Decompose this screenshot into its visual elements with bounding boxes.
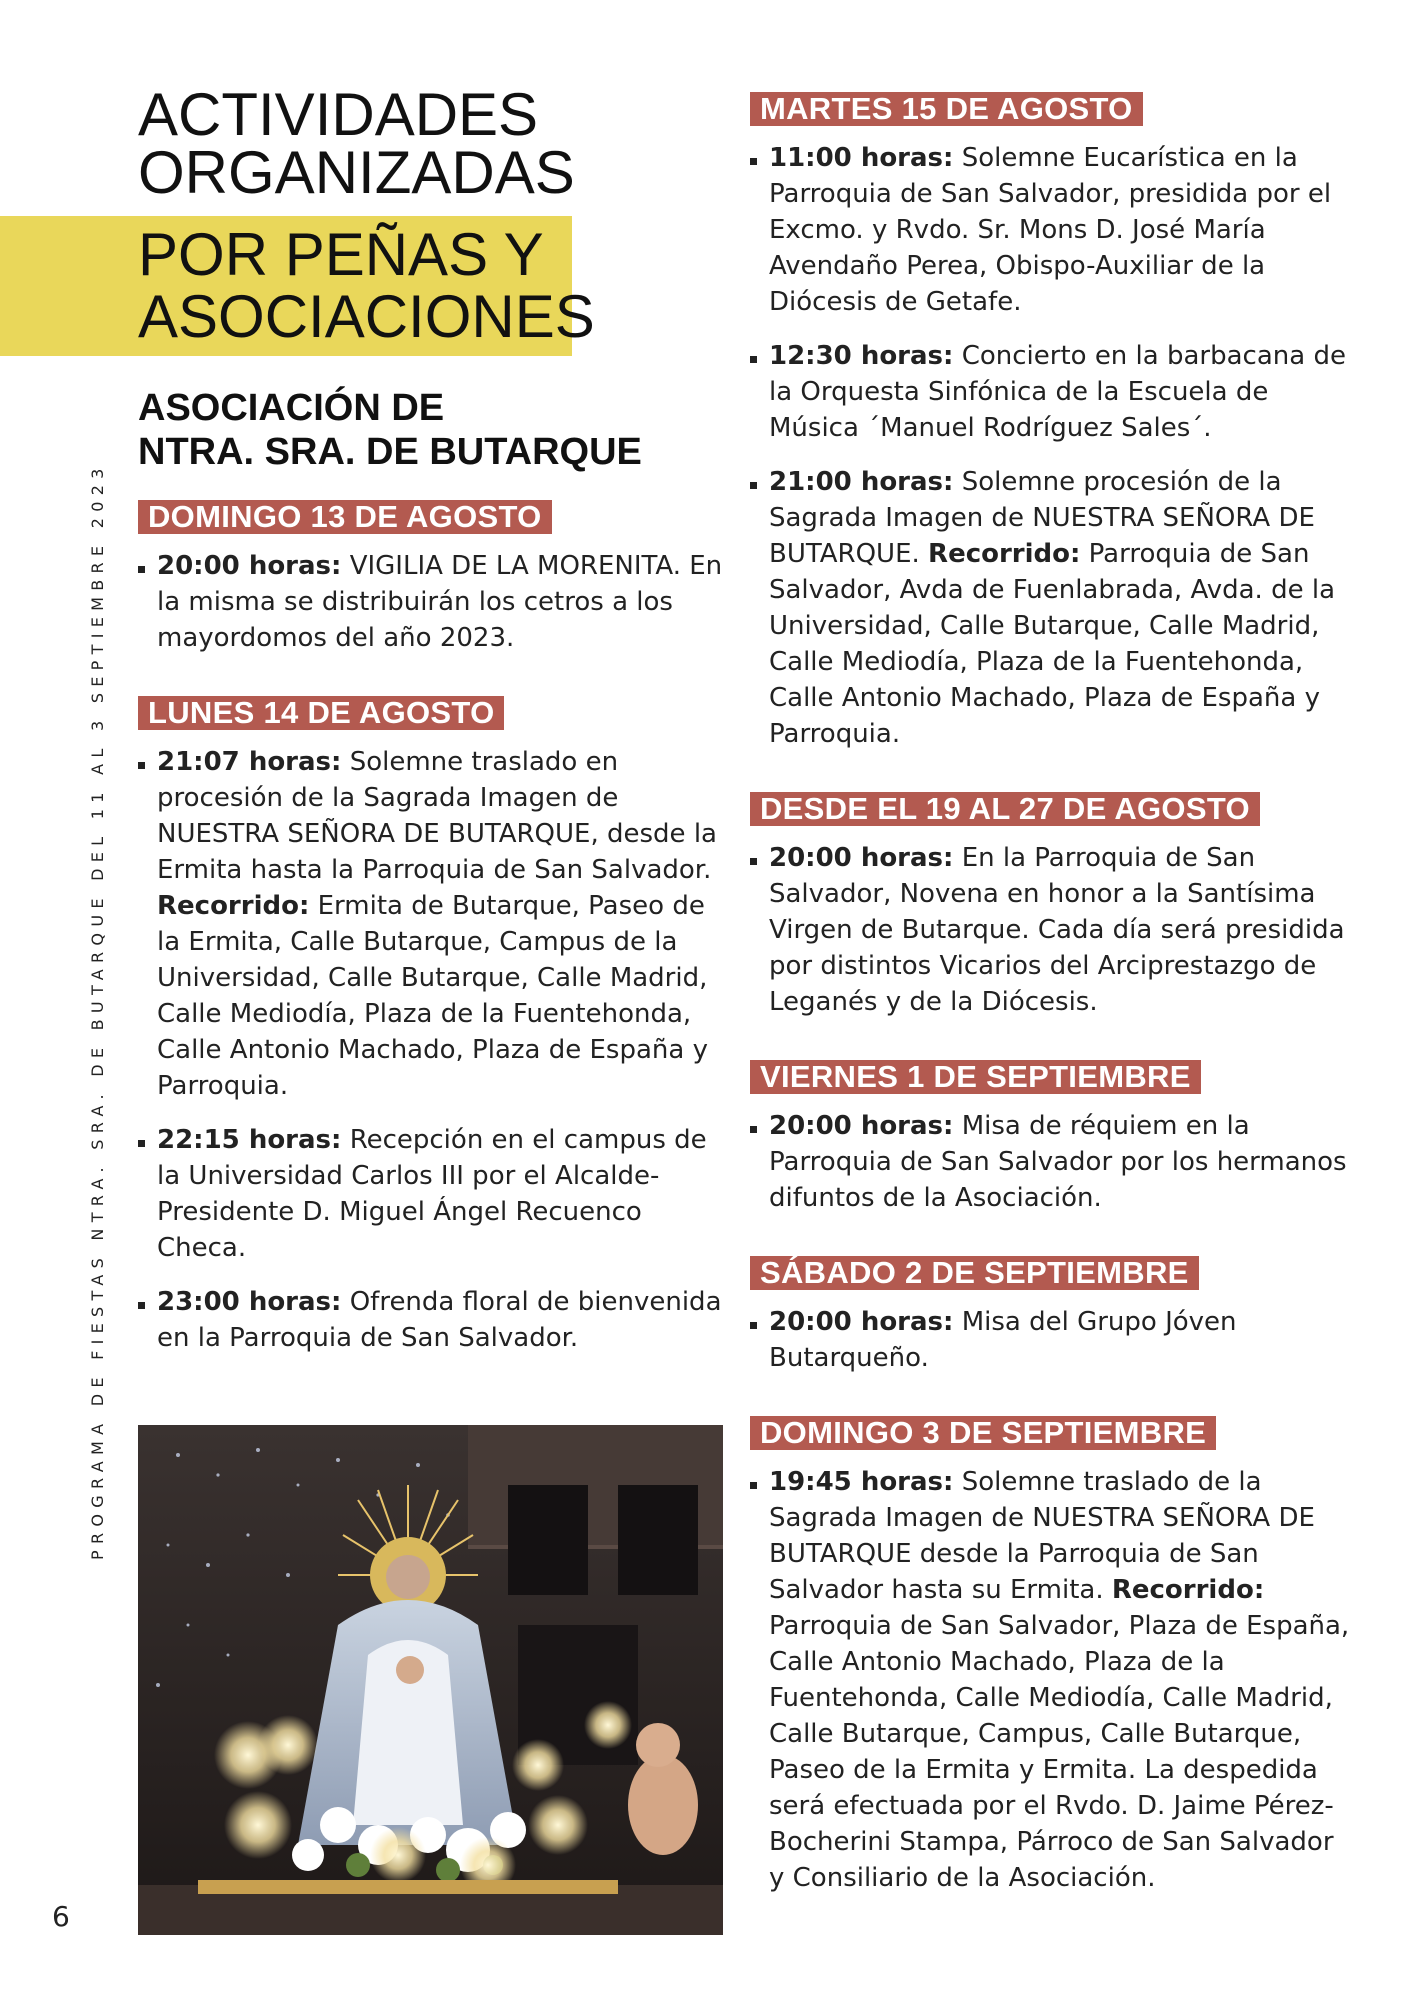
item-route-label: Recorrido: <box>1111 1575 1265 1605</box>
item-route-label: Recorrido: <box>928 539 1081 569</box>
item-text: En la Parroquia de San Salvador, Novena en honor a la Santísima Virgen de Butarque. Cada día será presidida por distintos Vicarios del Arciprestazgo de Leganés y de la Diócesis. <box>769 843 1345 1017</box>
item-text: VIGILIA DE LA MORENITA. En la misma se distribuirán los cetros a los mayordomos del año 2023. <box>157 551 723 653</box>
page-number: 6 <box>52 1900 70 1933</box>
page-title <box>138 81 575 206</box>
title-line-4: ASOCIACIONES <box>138 283 595 350</box>
item-time: 12:30 horas: <box>769 341 954 371</box>
item-time: 20:00 horas: <box>157 551 342 581</box>
day-header: MARTES 15 DE AGOSTO <box>750 92 1143 126</box>
title-highlight-block <box>0 216 595 356</box>
procession-photo <box>138 1425 723 1935</box>
title-line-2: ORGANIZADAS <box>138 139 575 206</box>
day-header: DOMINGO 3 DE SEPTIEMBRE <box>750 1416 1216 1450</box>
procession-image <box>138 1425 723 1935</box>
day-header: SÁBADO 2 DE SEPTIEMBRE <box>750 1256 1199 1290</box>
day-block <box>750 92 1350 752</box>
item-text: Concierto en la barbacana de la Orquesta Sinfónica de la Escuela de Música ´Manuel Rodríguez Sales´. <box>769 341 1346 443</box>
item-text: Misa del Grupo Jóven Butarqueño. <box>769 1307 1237 1373</box>
item-text: Misa de réquiem en la Parroquia de San Salvador por los hermanos difuntos de la Asociación. <box>769 1111 1347 1213</box>
item-time: 20:00 horas: <box>769 1307 954 1337</box>
association-heading <box>138 386 642 474</box>
schedule-item <box>750 1108 1350 1216</box>
day-header: LUNES 14 DE AGOSTO <box>138 696 504 730</box>
sidebar-vertical-text: PROGRAMA DE FIESTAS NTRA. SRA. DE BUTARQUE DEL 11 AL 3 SEPTIEMBRE 2023 <box>88 462 107 1560</box>
item-text: Solemne traslado en procesión de la Sagrada Imagen de NUESTRA SEÑORA DE BUTARQUE, desde la Ermita hasta la Parroquia de San Salvador. <box>157 747 717 885</box>
item-time: 21:07 horas: <box>157 747 342 777</box>
item-time: 22:15 horas: <box>157 1125 342 1155</box>
association-line-2: NTRA. SRA. DE BUTARQUE <box>138 431 642 473</box>
left-column <box>138 500 728 1396</box>
day-header: DESDE EL 19 AL 27 DE AGOSTO <box>750 792 1260 826</box>
schedule-item <box>750 1464 1350 1896</box>
item-time: 20:00 horas: <box>769 843 954 873</box>
schedule-item <box>138 548 728 656</box>
schedule-item <box>138 744 728 1104</box>
title-line-1: ACTIVIDADES <box>138 81 539 148</box>
day-header: VIERNES 1 DE SEPTIEMBRE <box>750 1060 1201 1094</box>
schedule-item <box>750 140 1350 320</box>
right-column <box>750 92 1350 1936</box>
schedule-item <box>750 1304 1350 1376</box>
day-block <box>138 696 728 1356</box>
association-line-1: ASOCIACIÓN DE <box>138 387 445 429</box>
item-text-route: Parroquia de San Salvador, Avda de Fuenlabrada, Avda. de la Universidad, Calle Butarque, Calle Madrid, Calle Mediodía, Plaza de la Fuentehonda, Calle Antonio Machado, Plaza de España y Parroquia. <box>769 539 1335 749</box>
item-text: Ofrenda floral de bienvenida en la Parroquia de San Salvador. <box>157 1287 722 1353</box>
day-header: DOMINGO 13 DE AGOSTO <box>138 500 552 534</box>
item-text: Recepción en el campus de la Universidad Carlos III por el Alcalde-Presidente D. Miguel Ángel Recuenco Checa. <box>157 1125 707 1263</box>
schedule-item <box>138 1122 728 1266</box>
day-block <box>750 792 1350 1020</box>
schedule-item <box>138 1284 728 1356</box>
item-time: 11:00 horas: <box>769 143 954 173</box>
schedule-item <box>750 840 1350 1020</box>
day-block <box>138 500 728 656</box>
schedule-item <box>750 338 1350 446</box>
item-text: Solemne Eucarística en la Parroquia de San Salvador, presidida por el Excmo. y Rvdo. Sr. Mons D. José María Avendaño Perea, Obispo-Auxiliar de la Diócesis de Getafe. <box>769 143 1332 317</box>
title-line-3: POR PEÑAS Y <box>138 221 544 288</box>
item-text: Solemne procesión de la Sagrada Imagen de NUESTRA SEÑORA DE BUTARQUE. <box>769 467 1315 569</box>
day-block <box>750 1060 1350 1216</box>
item-text-route: Ermita de Butarque, Paseo de la Ermita, Calle Butarque, Campus de la Universidad, Calle Butarque, Calle Madrid, Calle Mediodía, Plaza de la Fuentehonda, Calle Antonio Machado, Plaza de España y Parroquia. <box>157 891 708 1101</box>
item-time: 20:00 horas: <box>769 1111 954 1141</box>
schedule-item <box>750 464 1350 752</box>
item-time: 21:00 horas: <box>769 467 954 497</box>
item-text-route: Parroquia de San Salvador, Plaza de España, Calle Antonio Machado, Plaza de la Fuentehonda, Calle Mediodía, Calle Madrid, Calle Butarque, Campus, Calle Butarque, Paseo de la Ermita y Ermita. La despedida será efectuada por el Rvdo. D. Jaime Pérez- Bocherini Stampa, Párroco de San Salvador y Consiliario de la Asociación. <box>769 1611 1350 1893</box>
day-block <box>750 1416 1350 1896</box>
item-text: Solemne traslado de la Sagrada Imagen de NUESTRA SEÑORA DE BUTARQUE desde la Parroquia de San Salvador hasta su Ermita. <box>769 1467 1315 1605</box>
day-block <box>750 1256 1350 1376</box>
item-time: 19:45 horas: <box>769 1467 954 1497</box>
item-route-label: Recorrido: <box>157 891 310 921</box>
item-time: 23:00 horas: <box>157 1287 342 1317</box>
